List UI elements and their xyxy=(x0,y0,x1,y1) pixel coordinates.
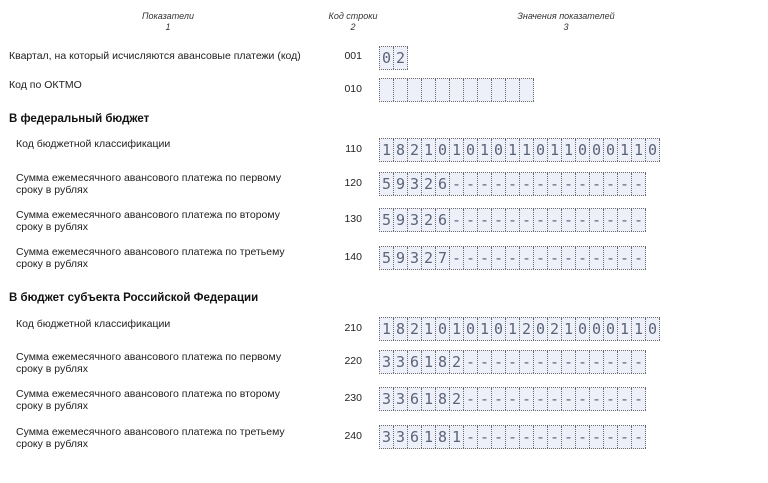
char-cell: 2 xyxy=(422,209,436,231)
char-cell: 6 xyxy=(408,388,422,410)
char-cell xyxy=(520,79,534,101)
char-cell: - xyxy=(618,209,632,231)
char-cell: 2 xyxy=(394,47,408,69)
federal-first-label xyxy=(16,172,281,196)
char-cell xyxy=(380,79,394,101)
char-cell: - xyxy=(492,209,506,231)
regional-third-code: 240 xyxy=(344,430,362,442)
header-indicators-title: Показатели xyxy=(142,11,194,21)
federal-second-field[interactable] xyxy=(379,208,646,232)
char-cell: - xyxy=(492,388,506,410)
char-cell: - xyxy=(464,209,478,231)
char-cell: 1 xyxy=(380,318,394,340)
char-cell: 0 xyxy=(576,139,590,161)
char-cell: 0 xyxy=(464,318,478,340)
char-cell: 9 xyxy=(394,209,408,231)
char-cell: - xyxy=(632,209,646,231)
char-cell xyxy=(506,79,520,101)
char-cell: 0 xyxy=(436,318,450,340)
char-cell: 2 xyxy=(520,318,534,340)
char-cell: - xyxy=(576,388,590,410)
char-cell: 1 xyxy=(422,351,436,373)
federal-kbk-code: 110 xyxy=(345,143,362,155)
char-cell: - xyxy=(450,173,464,195)
char-cell: 2 xyxy=(548,318,562,340)
char-cell: - xyxy=(590,388,604,410)
header-indicators-number: 1 xyxy=(165,22,171,32)
federal-third-code: 140 xyxy=(344,251,362,263)
regional-third-label-line2: сроку в рублях xyxy=(16,438,88,450)
char-cell: 0 xyxy=(576,318,590,340)
regional-second-code: 230 xyxy=(344,392,362,404)
char-cell xyxy=(394,79,408,101)
char-cell: 1 xyxy=(478,139,492,161)
char-cell: 6 xyxy=(408,351,422,373)
char-cell: - xyxy=(492,351,506,373)
char-cell: - xyxy=(562,209,576,231)
char-cell: 0 xyxy=(534,139,548,161)
char-cell: 9 xyxy=(394,173,408,195)
char-cell: - xyxy=(576,351,590,373)
char-cell: - xyxy=(534,388,548,410)
char-cell: 6 xyxy=(408,426,422,448)
char-cell: 0 xyxy=(646,318,660,340)
char-cell: - xyxy=(534,173,548,195)
char-cell: - xyxy=(590,351,604,373)
char-cell: - xyxy=(618,351,632,373)
char-cell: 0 xyxy=(590,318,604,340)
char-cell: - xyxy=(632,247,646,269)
char-cell: - xyxy=(604,209,618,231)
char-cell: - xyxy=(520,426,534,448)
char-cell: 1 xyxy=(422,426,436,448)
char-cell: 0 xyxy=(492,318,506,340)
char-cell: - xyxy=(576,426,590,448)
char-cell: - xyxy=(590,209,604,231)
char-cell: 1 xyxy=(506,139,520,161)
header-line-code-number: 2 xyxy=(350,22,356,32)
oktmo-label: Код по ОКТМО xyxy=(9,79,82,91)
char-cell: 3 xyxy=(394,426,408,448)
char-cell: - xyxy=(604,388,618,410)
char-cell: - xyxy=(562,388,576,410)
quarter-code: 001 xyxy=(344,50,362,62)
char-cell: 1 xyxy=(562,139,576,161)
char-cell: 3 xyxy=(380,388,394,410)
char-cell: 8 xyxy=(436,351,450,373)
char-cell: - xyxy=(548,173,562,195)
char-cell: 6 xyxy=(436,209,450,231)
header-line-code xyxy=(303,11,403,33)
federal-first-field[interactable] xyxy=(379,172,646,196)
char-cell: 8 xyxy=(394,139,408,161)
regional-kbk-field[interactable] xyxy=(379,317,660,341)
char-cell: - xyxy=(618,388,632,410)
char-cell: - xyxy=(562,173,576,195)
char-cell: - xyxy=(590,173,604,195)
regional-first-field[interactable] xyxy=(379,350,646,374)
char-cell: 0 xyxy=(604,139,618,161)
char-cell: 3 xyxy=(408,173,422,195)
char-cell: 1 xyxy=(632,139,646,161)
char-cell: 1 xyxy=(450,426,464,448)
char-cell: 8 xyxy=(394,318,408,340)
char-cell: - xyxy=(548,209,562,231)
char-cell: - xyxy=(506,247,520,269)
char-cell: 3 xyxy=(380,351,394,373)
char-cell: 9 xyxy=(394,247,408,269)
char-cell: 3 xyxy=(394,351,408,373)
char-cell: - xyxy=(632,351,646,373)
char-cell: - xyxy=(548,351,562,373)
regional-second-field[interactable] xyxy=(379,387,646,411)
char-cell: - xyxy=(632,388,646,410)
char-cell: - xyxy=(464,247,478,269)
char-cell: - xyxy=(520,247,534,269)
quarter-label: Квартал, на который исчисляются авансовые платежи (код) xyxy=(9,50,301,62)
regional-second-label-line1: Сумма ежемесячного авансового платежа по второму xyxy=(16,388,280,400)
char-cell: - xyxy=(506,173,520,195)
regional-first-label xyxy=(16,351,281,375)
char-cell: - xyxy=(548,426,562,448)
char-cell xyxy=(408,79,422,101)
char-cell: 1 xyxy=(422,388,436,410)
char-cell: 1 xyxy=(618,318,632,340)
char-cell xyxy=(436,79,450,101)
char-cell xyxy=(464,79,478,101)
char-cell: - xyxy=(492,247,506,269)
char-cell: 0 xyxy=(436,139,450,161)
federal-third-label xyxy=(16,246,285,270)
char-cell: 0 xyxy=(492,139,506,161)
char-cell: - xyxy=(534,351,548,373)
regional-second-label xyxy=(16,388,280,412)
char-cell: - xyxy=(534,426,548,448)
char-cell: - xyxy=(464,426,478,448)
char-cell: 1 xyxy=(422,318,436,340)
federal-section-title: В федеральный бюджет xyxy=(9,113,150,125)
char-cell: 1 xyxy=(632,318,646,340)
char-cell: 2 xyxy=(422,247,436,269)
char-cell: - xyxy=(506,351,520,373)
char-cell xyxy=(492,79,506,101)
char-cell: 2 xyxy=(450,388,464,410)
char-cell xyxy=(478,79,492,101)
char-cell: - xyxy=(632,426,646,448)
char-cell: - xyxy=(492,426,506,448)
char-cell: - xyxy=(464,351,478,373)
char-cell: - xyxy=(562,351,576,373)
char-cell: - xyxy=(464,173,478,195)
federal-third-field[interactable] xyxy=(379,246,646,270)
char-cell: 1 xyxy=(450,139,464,161)
char-cell: 1 xyxy=(478,318,492,340)
char-cell: 5 xyxy=(380,247,394,269)
char-cell: 1 xyxy=(562,318,576,340)
char-cell: - xyxy=(478,173,492,195)
federal-third-label-line1: Сумма ежемесячного авансового платежа по третьему xyxy=(16,246,285,258)
char-cell: 3 xyxy=(408,209,422,231)
header-indicators xyxy=(118,11,218,33)
char-cell: - xyxy=(450,247,464,269)
char-cell: - xyxy=(604,247,618,269)
char-cell: - xyxy=(450,209,464,231)
char-cell: 0 xyxy=(646,139,660,161)
char-cell: 0 xyxy=(534,318,548,340)
char-cell: - xyxy=(506,426,520,448)
char-cell: 1 xyxy=(380,139,394,161)
char-cell: - xyxy=(604,351,618,373)
char-cell: 8 xyxy=(436,388,450,410)
char-cell: 0 xyxy=(604,318,618,340)
char-cell xyxy=(422,79,436,101)
char-cell: - xyxy=(478,209,492,231)
char-cell: 1 xyxy=(506,318,520,340)
char-cell: - xyxy=(618,173,632,195)
char-cell: 0 xyxy=(590,139,604,161)
char-cell: 0 xyxy=(380,47,394,69)
header-line-code-title: Код строки xyxy=(328,11,378,21)
char-cell: - xyxy=(492,173,506,195)
federal-first-code: 120 xyxy=(344,177,362,189)
char-cell: - xyxy=(632,173,646,195)
regional-third-field[interactable] xyxy=(379,425,646,449)
federal-second-label xyxy=(16,209,280,233)
header-values xyxy=(496,11,636,33)
regional-kbk-label: Код бюджетной классификации xyxy=(16,318,171,330)
regional-second-label-line2: сроку в рублях xyxy=(16,400,88,412)
char-cell: - xyxy=(576,247,590,269)
char-cell: 1 xyxy=(422,139,436,161)
char-cell: 0 xyxy=(464,139,478,161)
char-cell: 1 xyxy=(450,318,464,340)
char-cell: - xyxy=(478,351,492,373)
char-cell: 5 xyxy=(380,209,394,231)
char-cell: - xyxy=(604,173,618,195)
char-cell: 6 xyxy=(436,173,450,195)
char-cell: - xyxy=(562,426,576,448)
char-cell: - xyxy=(562,247,576,269)
federal-third-label-line2: сроку в рублях xyxy=(16,258,88,270)
char-cell: 3 xyxy=(380,426,394,448)
char-cell: - xyxy=(548,247,562,269)
char-cell: - xyxy=(604,426,618,448)
oktmo-code: 010 xyxy=(344,83,362,95)
char-cell: 5 xyxy=(380,173,394,195)
char-cell: - xyxy=(520,173,534,195)
char-cell: - xyxy=(576,173,590,195)
char-cell: 2 xyxy=(408,318,422,340)
oktmo-field[interactable] xyxy=(379,78,534,102)
char-cell: - xyxy=(576,209,590,231)
char-cell: - xyxy=(618,426,632,448)
char-cell: - xyxy=(520,388,534,410)
char-cell: 2 xyxy=(408,139,422,161)
char-cell xyxy=(450,79,464,101)
federal-kbk-field[interactable] xyxy=(379,138,660,162)
federal-first-label-line2: сроку в рублях xyxy=(16,184,88,196)
federal-first-label-line1: Сумма ежемесячного авансового платежа по первому xyxy=(16,172,282,184)
char-cell: - xyxy=(478,247,492,269)
regional-first-code: 220 xyxy=(344,355,362,367)
federal-kbk-label: Код бюджетной классификации xyxy=(16,138,171,150)
char-cell: - xyxy=(534,247,548,269)
regional-third-label-line1: Сумма ежемесячного авансового платежа по третьему xyxy=(16,426,285,438)
quarter-field[interactable] xyxy=(379,46,408,70)
char-cell: - xyxy=(478,388,492,410)
char-cell: 7 xyxy=(436,247,450,269)
char-cell: 1 xyxy=(548,139,562,161)
char-cell: 8 xyxy=(436,426,450,448)
char-cell: 3 xyxy=(394,388,408,410)
federal-second-code: 130 xyxy=(344,213,362,225)
char-cell: 2 xyxy=(450,351,464,373)
regional-section-title: В бюджет субъекта Российской Федерации xyxy=(9,292,259,304)
regional-first-label-line2: сроку в рублях xyxy=(16,363,88,375)
federal-second-label-line1: Сумма ежемесячного авансового платежа по второму xyxy=(16,209,280,221)
char-cell: - xyxy=(590,247,604,269)
char-cell: - xyxy=(590,426,604,448)
char-cell: - xyxy=(506,388,520,410)
regional-first-label-line1: Сумма ежемесячного авансового платежа по первому xyxy=(16,351,282,363)
char-cell: - xyxy=(618,247,632,269)
regional-third-label xyxy=(16,426,285,450)
char-cell: 3 xyxy=(408,247,422,269)
char-cell: - xyxy=(520,351,534,373)
char-cell: - xyxy=(464,388,478,410)
char-cell: - xyxy=(534,209,548,231)
char-cell: - xyxy=(548,388,562,410)
char-cell: 1 xyxy=(618,139,632,161)
char-cell: - xyxy=(520,209,534,231)
char-cell: - xyxy=(506,209,520,231)
regional-kbk-code: 210 xyxy=(344,322,362,334)
federal-second-label-line2: сроку в рублях xyxy=(16,221,88,233)
char-cell: 2 xyxy=(422,173,436,195)
char-cell: - xyxy=(478,426,492,448)
header-values-number: 3 xyxy=(563,22,569,32)
header-values-title: Значения показателей xyxy=(517,11,615,21)
char-cell: 1 xyxy=(520,139,534,161)
